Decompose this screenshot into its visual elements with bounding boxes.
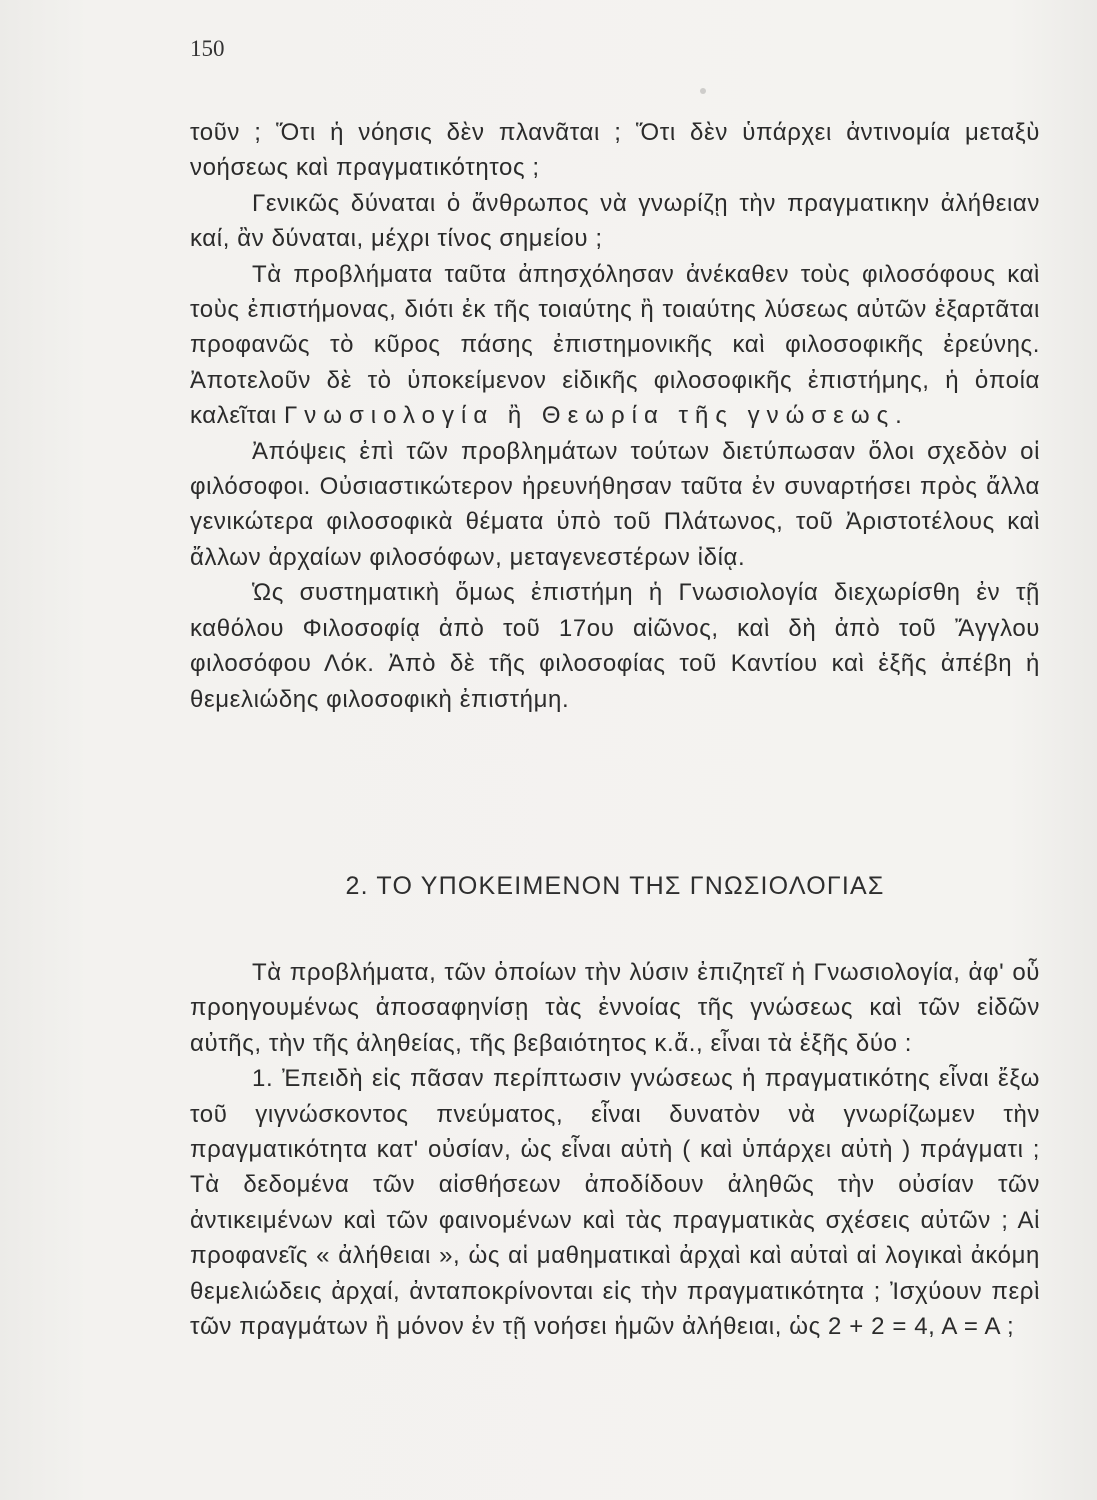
paragraph-problems-text: Τὰ προβλήματα ταῦτα ἀπησχόλησαν ἀνέκαθεν τοὺς φιλοσόφους καὶ τοὺς ἐπιστήμονας, διότι ἐκ τῆς τοιαύτης ἢ τοιαύτης λύσεως αὐτῶν ἐξαρτᾶται προφανῶς τὸ κῦρος πάσης ἐπιστημονικῆς καὶ φιλοσοφικῆς ἐρεύνης. Ἀποτελοῦν δὲ τὸ ὑποκείμενον εἰδικῆς φιλοσοφικῆς ἐπιστήμης, ἡ ὁποία καλεῖται <box>190 260 1040 430</box>
section-1-body <box>190 115 1040 717</box>
section-2-heading: 2. ΤΟ ΥΠΟΚΕΙΜΕΝΟΝ ΤΗΣ ΓΝΩΣΙΟΛΟΓΙΑΣ <box>345 872 885 900</box>
section-2-body <box>190 955 1040 1344</box>
paragraph-problems <box>190 257 1040 434</box>
term-gnosiology: Γνωσιολογία ἢ Θεωρία τῆς γνώσεως. <box>284 402 909 430</box>
paragraph-problem-one: 1. Ἐπειδὴ εἰς πᾶσαν περίπτωσιν γνώσεως ἡ πραγματικότης εἶναι ἔξω τοῦ γιγνώσκοντος πνεύματος, εἶναι δυνατὸν νὰ γνωρίζωμεν τὴν πραγματικότητα κατ' οὐσίαν, ὡς εἶναι αὐτὴ ( καὶ ὑπάρχει αὐτὴ ) πράγματι ; Τὰ δεδομένα τῶν αἰσθήσεων ἀποδίδουν ἀληθῶς τὴν οὐσίαν τῶν ἀντικειμένων καὶ τῶν φαινομένων καὶ τὰς πραγματικὰς σχέσεις αὐτῶν ; Αἱ προφανεῖς « ἀλήθειαι », ὡς αἱ μαθηματικαὶ ἀρχαὶ καὶ αὐταὶ αἱ λογικαὶ ἀκόμη θεμελιώδεις ἀρχαί, ἀνταποκρίνονται εἰς τὴν πραγματικότητα ; Ἰσχύουν περὶ τῶν πραγμάτων ἢ μόνον ἐν τῇ νοήσει ἡμῶν ἀλήθειαι, ὡς 2 + 2 = 4, Α = Α ; <box>190 1065 1040 1341</box>
paragraph-systematic-science: Ὡς συστηματικὴ ὅμως ἐπιστήμη ἡ Γνωσιολογία διεχωρίσθη ἐν τῇ καθόλου Φιλοσοφίᾳ ἀπὸ τοῦ 17ου αἰῶνος, καὶ δὴ ἀπὸ τοῦ Ἄγγλου φιλοσόφου Λόκ. Ἀπὸ δὲ τῆς φιλοσοφίας τοῦ Καντίου καὶ ἑξῆς ἀπέβη ἡ θεμελιώδης φιλοσοφικὴ ἐπιστήμη. <box>190 579 1040 713</box>
paragraph-two-problems: Τὰ προβλήματα, τῶν ὁποίων τὴν λύσιν ἐπιζητεῖ ἡ Γνωσιολογία, ἀφ' οὗ προηγουμένως ἀποσαφηνίσῃ τὰς ἐννοίας τῆς γνώσεως καὶ τῶν εἰδῶν αὐτῆς, τὴν τῆς ἀληθείας, τῆς βεβαιότητος κ.ἄ., εἶναι τὰ ἑξῆς δύο : <box>190 959 1040 1057</box>
paragraph-continuation: τοῦν ; Ὅτι ἡ νόησις δὲν πλανᾶται ; Ὅτι δὲν ὑπάρχει ἀντινομία μεταξὺ νοήσεως καὶ πραγματικότητος ; <box>190 119 1040 182</box>
paragraph-philosophers: Ἀπόψεις ἐπὶ τῶν προβλημάτων τούτων διετύπωσαν ὅλοι σχεδὸν οἱ φιλόσοφοι. Οὐσιαστικώτερον ἠρευνήθησαν ταῦτα ἐν συναρτήσει πρὸς ἄλλα γενικώτερα φιλοσοφικὰ θέματα ὑπὸ τοῦ Πλάτωνος, τοῦ Ἀριστοτέλους καὶ ἄλλων ἀρχαίων φιλοσόφων, μεταγενεστέρων ἰδίᾳ. <box>190 437 1040 571</box>
ink-speck <box>700 88 706 94</box>
page-number: 150 <box>190 36 225 61</box>
paragraph-question: Γενικῶς δύναται ὁ ἄνθρωπος νὰ γνωρίζῃ τὴν πραγματικην ἀλήθειαν καί, ἂν δύναται, μέχρι τίνος σημείου ; <box>190 189 1040 253</box>
